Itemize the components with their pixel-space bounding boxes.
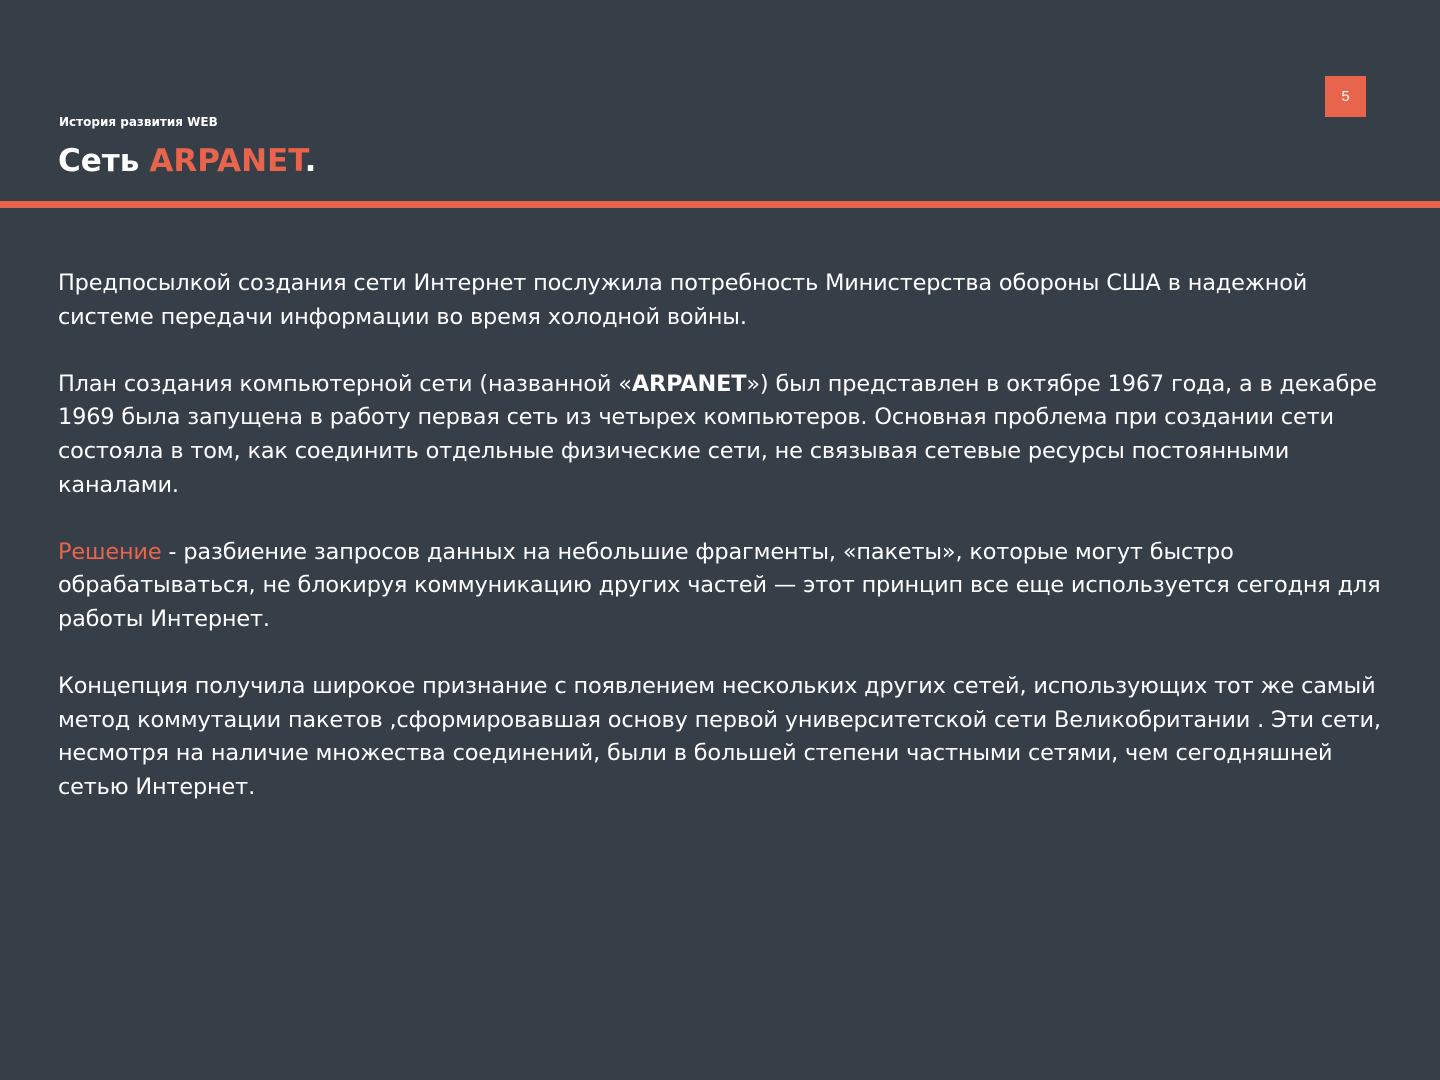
solution-text: - разбиение запросов данных на небольшие фрагменты, «пакеты», которые могут быстро обрабатываться, не блокируя коммуникацию других частей — этот принцип все еще используется сегодня для работы Интернет. [58, 538, 1381, 632]
paragraph-prerequisite: Предпосылкой создания сети Интернет послужила потребность Министерства обороны США в надежной системе передачи информации во время холодной войны. [58, 270, 1308, 330]
section-label: История развития WEB [59, 115, 218, 129]
slide-content [58, 267, 1388, 838]
title-divider [0, 201, 1440, 208]
plan-text-before: План создания компьютерной сети (названной « [58, 370, 632, 397]
title-accent: ARPANET [149, 143, 305, 179]
solution-highlight: Решение [58, 538, 162, 565]
slide-number: 5 [1341, 88, 1350, 105]
slide-title [58, 141, 316, 181]
plan-arpanet-bold: ARPANET [631, 370, 747, 397]
paragraph-concept: Концепция получила широкое признание с появлением нескольких других сетей, использующих тот же самый метод коммутации пакетов ,сформировавшая основу первой университетской сети Великобритании . Эти сети, несмотря на наличие множества соединений, были в большей степени частными сетями, чем сегодняшней сетью Интернет. [58, 673, 1381, 800]
slide-number-badge [1325, 76, 1366, 117]
paragraph-solution [58, 536, 1388, 637]
paragraph-plan [58, 368, 1388, 502]
title-main: Сеть [58, 143, 140, 179]
title-end: . [304, 143, 317, 179]
plan-text-after: ») был представлен в октябре 1967 года, а в декабре 1969 была запущена в работу первая сеть из четырех компьютеров. Основная проблема при создании сети состояла в том, как соединить отдельные физические сети, не связывая сетевые ресурсы постоянными каналами. [58, 370, 1377, 498]
